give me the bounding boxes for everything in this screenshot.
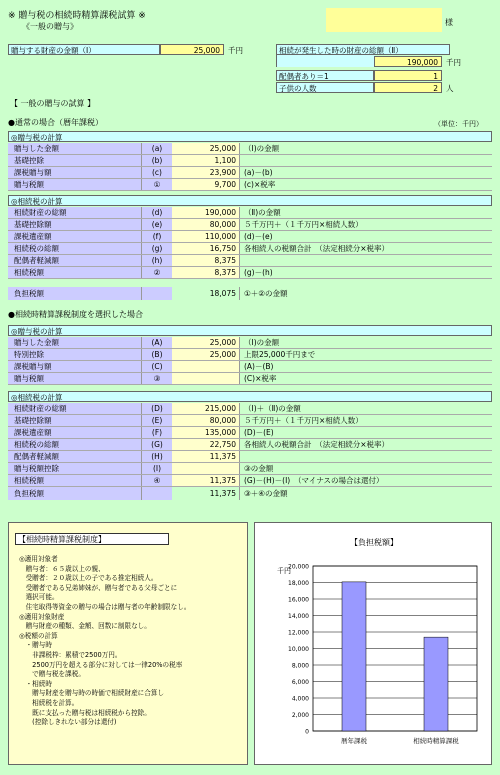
row-note: ③の金額 [244,464,274,473]
explain-line: 既に支払った贈与税は相続税から控除。 [19,708,151,717]
row-label: 相続税の総額 [8,439,142,450]
general-burden-row [8,287,492,300]
row-note [244,451,492,462]
row-note: （Ⅱ)の金額 [244,208,281,217]
row-label: 相続財産の総額 [8,403,142,414]
general-gift-row [8,167,492,179]
explain-line: (控除しきれない部分は還付) [19,718,117,727]
row-value: 8,375 [172,267,240,278]
row-code: (D) [142,403,173,414]
row-label: 配偶者軽減額 [8,451,142,462]
explain-line: で贈与税を課税。 [19,670,85,679]
row-label: 基礎控除額 [8,219,142,230]
y-tick-label: 2,000 [291,712,309,719]
row-code: (e) [142,219,173,230]
children-unit: 人 [446,84,454,93]
row-label: 贈与した金額 [8,337,142,348]
row-code: ① [142,179,173,190]
explain-line: 贈与財産を贈与時の時価で相続財産に合算し [19,689,165,698]
bar-chart [255,523,493,766]
row-note [244,255,492,266]
general-inh-section: ◎相続税の計算 [8,195,492,206]
settlement-inh-row [8,463,492,475]
burden-code-cell [142,487,173,500]
y-tick-label: 20,000 [288,563,309,571]
explain-line: 非課税枠：累積で2500万円。 [19,650,122,659]
row-note: ５千万円＋（１千万円×相続人数） [244,220,363,229]
row-value: 11,375 [172,451,240,462]
row-value: 110,000 [172,231,240,242]
row-code: ③ [142,373,173,384]
explain-line: ◎適用対象者 [19,555,58,563]
spouse-input[interactable]: 1 [374,70,442,81]
explain-line: 2500万円を超える部分に対しては一律20%の税率 [19,660,183,669]
bar [424,637,448,731]
settlement-gift-row [8,373,492,385]
general-heading: 【 一般の贈与の試算 】 [10,99,96,108]
explain-body [19,555,247,728]
general-inh-row [8,255,492,267]
row-note: (g)－(h) [244,268,273,277]
row-value: 215,000 [172,403,240,414]
explain-line: ◎適用対象財産 [19,612,65,621]
general-gift-row [8,179,492,191]
children-input[interactable]: 2 [374,82,442,93]
row-code: (c) [142,167,173,178]
row-note: （Ⅰ)の金額 [244,144,280,153]
settlement-inh-row [8,475,492,487]
settlement-gift-section: ◎贈与税の計算 [8,325,492,336]
explain-panel [8,522,248,765]
y-tick-label: 12,000 [288,629,309,637]
general-inh-row [8,243,492,255]
y-tick-label: 6,000 [291,679,309,686]
y-tick-label: 16,000 [288,596,309,604]
row-value [172,373,240,384]
estate-blank-cell [276,55,375,67]
explain-line: 選択可能。 [19,593,59,602]
row-value: 135,000 [172,427,240,438]
row-note: (A)－(B) [244,362,274,371]
row-code: (g) [142,243,173,254]
row-value [172,361,240,372]
row-label: 贈与税額控除 [8,463,142,474]
explain-line: 受贈者である兄弟姉妹が、贈与者である父母ごとに [19,583,178,592]
explain-line: 贈与者：６５歳以上の親、 [19,564,105,573]
row-label: 課税遺産額 [8,427,142,438]
row-label: 配偶者軽減額 [8,255,142,266]
row-code: (f) [142,231,173,242]
x-tick-label: 相続時精算課税 [413,737,459,745]
settlement-gift-row [8,349,492,361]
row-code: ④ [142,475,173,486]
row-note: （Ⅰ)の金額 [244,338,280,347]
row-label: 贈与税額 [8,179,142,190]
gift-amount-input[interactable]: 25,000 [160,44,224,55]
estate-total-unit: 千円 [446,58,461,67]
row-label: 相続税の総額 [8,243,142,254]
y-tick-label: 4,000 [291,695,309,703]
settlement-title: ●相続時精算課税制度を選択した場合 [8,310,143,319]
row-code: (A) [142,337,173,348]
row-value: 1,100 [172,155,240,166]
row-value: 8,375 [172,255,240,266]
explain-title: 【相続時精算課税制度】 [15,533,169,545]
row-value [172,463,240,474]
row-note: 各相続人の税額合計 （法定相続分×税率） [244,440,390,449]
explain-line: 住宅取得等資金の贈与の場合は贈与者の年齢制限なし。 [19,602,191,611]
row-label: 課税遺産額 [8,231,142,242]
estate-total-input[interactable]: 190,000 [374,56,442,67]
settlement-inh-row [8,415,492,427]
burden-value: 11,375 [172,487,240,500]
row-note: (D)－(E) [244,428,274,437]
explain-line: 相続税を計算。 [19,698,79,707]
row-value: 9,700 [172,179,240,190]
burden-value: 18,075 [172,287,240,300]
x-tick-label: 暦年課税 [341,737,367,745]
row-value: 23,900 [172,167,240,178]
page-subtitle: 《一般の贈与》 [22,22,78,31]
settlement-inh-section: ◎相続税の計算 [8,391,492,402]
explain-line: 受贈者：２０歳以上の子である推定相続人。 [19,574,158,583]
explain-line: ・贈与時 [19,641,52,650]
row-note: (c)×税率 [244,180,276,189]
burden-code-cell [142,287,173,300]
settlement-inh-row [8,451,492,463]
row-code: (B) [142,349,173,360]
row-value: 190,000 [172,207,240,218]
burden-label: 負担税額 [8,287,142,300]
row-note [244,155,492,166]
burden-label: 負担税額 [8,487,142,500]
y-tick-label: 14,000 [288,613,309,620]
general-inh-row [8,267,492,279]
spouse-label: 配偶者あり＝1 [276,70,374,81]
row-note: （Ⅰ)＋（Ⅱ)の金額 [244,404,301,413]
row-code: (h) [142,255,173,266]
y-tick-label: 18,000 [288,580,309,587]
row-label: 課税贈与額 [8,361,142,372]
row-label: 課税贈与額 [8,167,142,178]
settlement-gift-row [8,361,492,373]
settlement-burden-row [8,487,492,500]
general-inh-row [8,219,492,231]
row-code: (C) [142,361,173,372]
explain-line: ◎税額の計算 [19,631,58,640]
burden-note: ③＋④の金額 [244,489,288,498]
y-tick-label: 8,000 [291,662,309,670]
settlement-inh-row [8,403,492,415]
row-note: ５千万円＋（１千万円×相続人数） [244,416,363,425]
chart-ylabel: 千円 [277,567,291,575]
general-inh-row [8,231,492,243]
row-label: 相続税額 [8,267,142,278]
general-inh-row [8,207,492,219]
page-title: ※ 贈与税の相続時精算課税試算 ※ [8,11,146,21]
row-value: 11,375 [172,475,240,486]
row-note: (d)－(e) [244,232,273,241]
row-label: 贈与した金額 [8,143,142,154]
bar [342,582,366,731]
unit-note: （単位：千円） [434,120,483,128]
name-suffix: 様 [445,18,453,27]
settlement-inh-row [8,439,492,451]
normal-case-title: ●通常の場合（暦年課税） [8,118,103,127]
explain-line: ・相続時 [19,679,52,688]
row-code: (H) [142,451,173,462]
row-code: (I) [142,463,173,474]
row-code: (G) [142,439,173,450]
row-note: 上限25,000千円まで [244,350,316,359]
y-tick-label: 10,000 [288,646,309,653]
row-note: 各相続人の税額合計 （法定相続分×税率） [244,244,390,253]
row-value: 16,750 [172,243,240,254]
explain-line: 贈与財産の種類、金額、回数に制限なし。 [19,622,151,631]
row-label: 相続財産の総額 [8,207,142,218]
row-value: 25,000 [172,337,240,348]
settlement-gift-row [8,337,492,349]
client-name-input[interactable] [326,8,442,32]
gift-amount-unit: 千円 [228,46,243,55]
row-note: (G)－(H)－(I) （マイナスの場合は還付） [244,476,384,485]
row-value: 80,000 [172,219,240,230]
row-code: (d) [142,207,173,218]
general-gift-row [8,143,492,155]
row-label: 基礎控除 [8,155,142,166]
row-value: 80,000 [172,415,240,426]
row-label: 相続税額 [8,475,142,486]
gift-amount-label: 贈与する財産の金額（Ⅰ） [8,44,160,55]
burden-note: ①＋②の金額 [244,289,288,298]
row-value: 25,000 [172,143,240,154]
row-label: 基礎控除額 [8,415,142,426]
row-value: 22,750 [172,439,240,450]
general-gift-section: ◎贈与税の計算 [8,131,492,142]
row-code: ② [142,267,173,278]
row-code: (E) [142,415,173,426]
row-code: (F) [142,427,173,438]
estate-total-label: 相続が発生した時の財産の総額（Ⅱ） [276,44,450,55]
chart-title: 【負担税額】 [350,538,398,547]
row-label: 特別控除 [8,349,142,360]
settlement-inh-row [8,427,492,439]
row-note: (C)×税率 [244,374,277,383]
row-note: (a)－(b) [244,168,273,177]
row-code: (b) [142,155,173,166]
y-tick-label: 0 [305,728,309,736]
children-label: 子供の人数 [276,82,374,93]
row-code: (a) [142,143,173,154]
row-label: 贈与税額 [8,373,142,384]
chart-panel [254,522,492,765]
row-value: 25,000 [172,349,240,360]
general-gift-row [8,155,492,167]
